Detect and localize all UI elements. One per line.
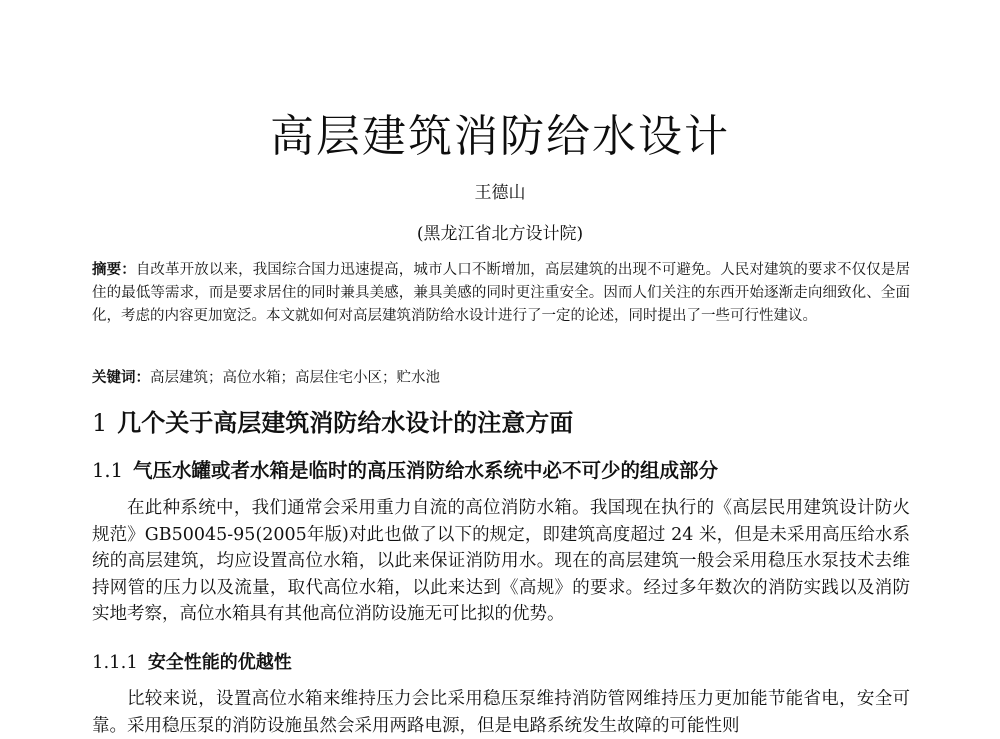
section-1-1-1-heading [92,648,292,674]
keywords-label: 关键词： [92,369,150,386]
section-1-number: 1 [92,409,108,437]
section-1-1-paragraph: 在此种系统中，我们通常会采用重力自流的高位消防水箱。我国现在执行的《高层民用建筑设计防火规范》GB50045-95(2005年版)对此也做了以下的规定，即建筑高度超过 24 米，但是未采用高压给水系统的高层建筑，均应设置高位水箱，以此来保证消防用水。现在的高层建筑一般会采用稳压水泵技术去维持网管的压力以及流量，取代高位水箱，以此来达到《高规》的要求。经过多年数次的消防实践以及消防实地考察，高位水箱具有其他高位消防设施无可比拟的优势。 [92,498,910,624]
paper-title: 高层建筑消防给水设计 [270,111,730,162]
section-1-1-1-paragraph: 比较来说，设置高位水箱来维持压力会比采用稳压泵维持消防管网维持压力更加能节能省电，安全可靠。采用稳压泵的消防设施虽然会采用两路电源，但是电路系统发生故障的可能性则 [92,689,910,736]
section-1-heading [92,403,573,438]
section-1-1-number: 1.1 [92,459,124,482]
section-1-1-1-number: 1.1.1 [92,652,138,673]
section-1-1-title: 气压水罐或者水箱是临时的高压消防给水系统中必不可少的组成部分 [133,459,719,482]
keywords-text: 高层建筑；高位水箱；高层住宅小区；贮水池 [150,370,440,386]
section-1-1-heading [92,455,718,483]
author-name: 王德山 [474,183,526,203]
section-1-1-1-title: 安全性能的优越性 [147,652,292,673]
keywords [92,366,910,387]
abstract [92,258,910,328]
abstract-text: 自改革开放以来，我国综合国力迅速提高，城市人口不断增加，高层建筑的出现不可避免。人民对建筑的要求不仅仅是居住的最低等需求，而是要求居住的同时兼具美感，兼具美感的同时更注重安全。因而人们关注的东西开始逐渐走向细致化、全面化，考虑的内容更加宽泛。本文就如何对高层建筑消防给水设计进行了一定的论述，同时提出了一些可行性建议。 [92,262,910,324]
author-affiliation: (黑龙江省北方设计院) [416,224,584,244]
abstract-label: 摘要： [92,261,136,278]
section-1-title: 几个关于高层建筑消防给水设计的注意方面 [117,409,574,437]
